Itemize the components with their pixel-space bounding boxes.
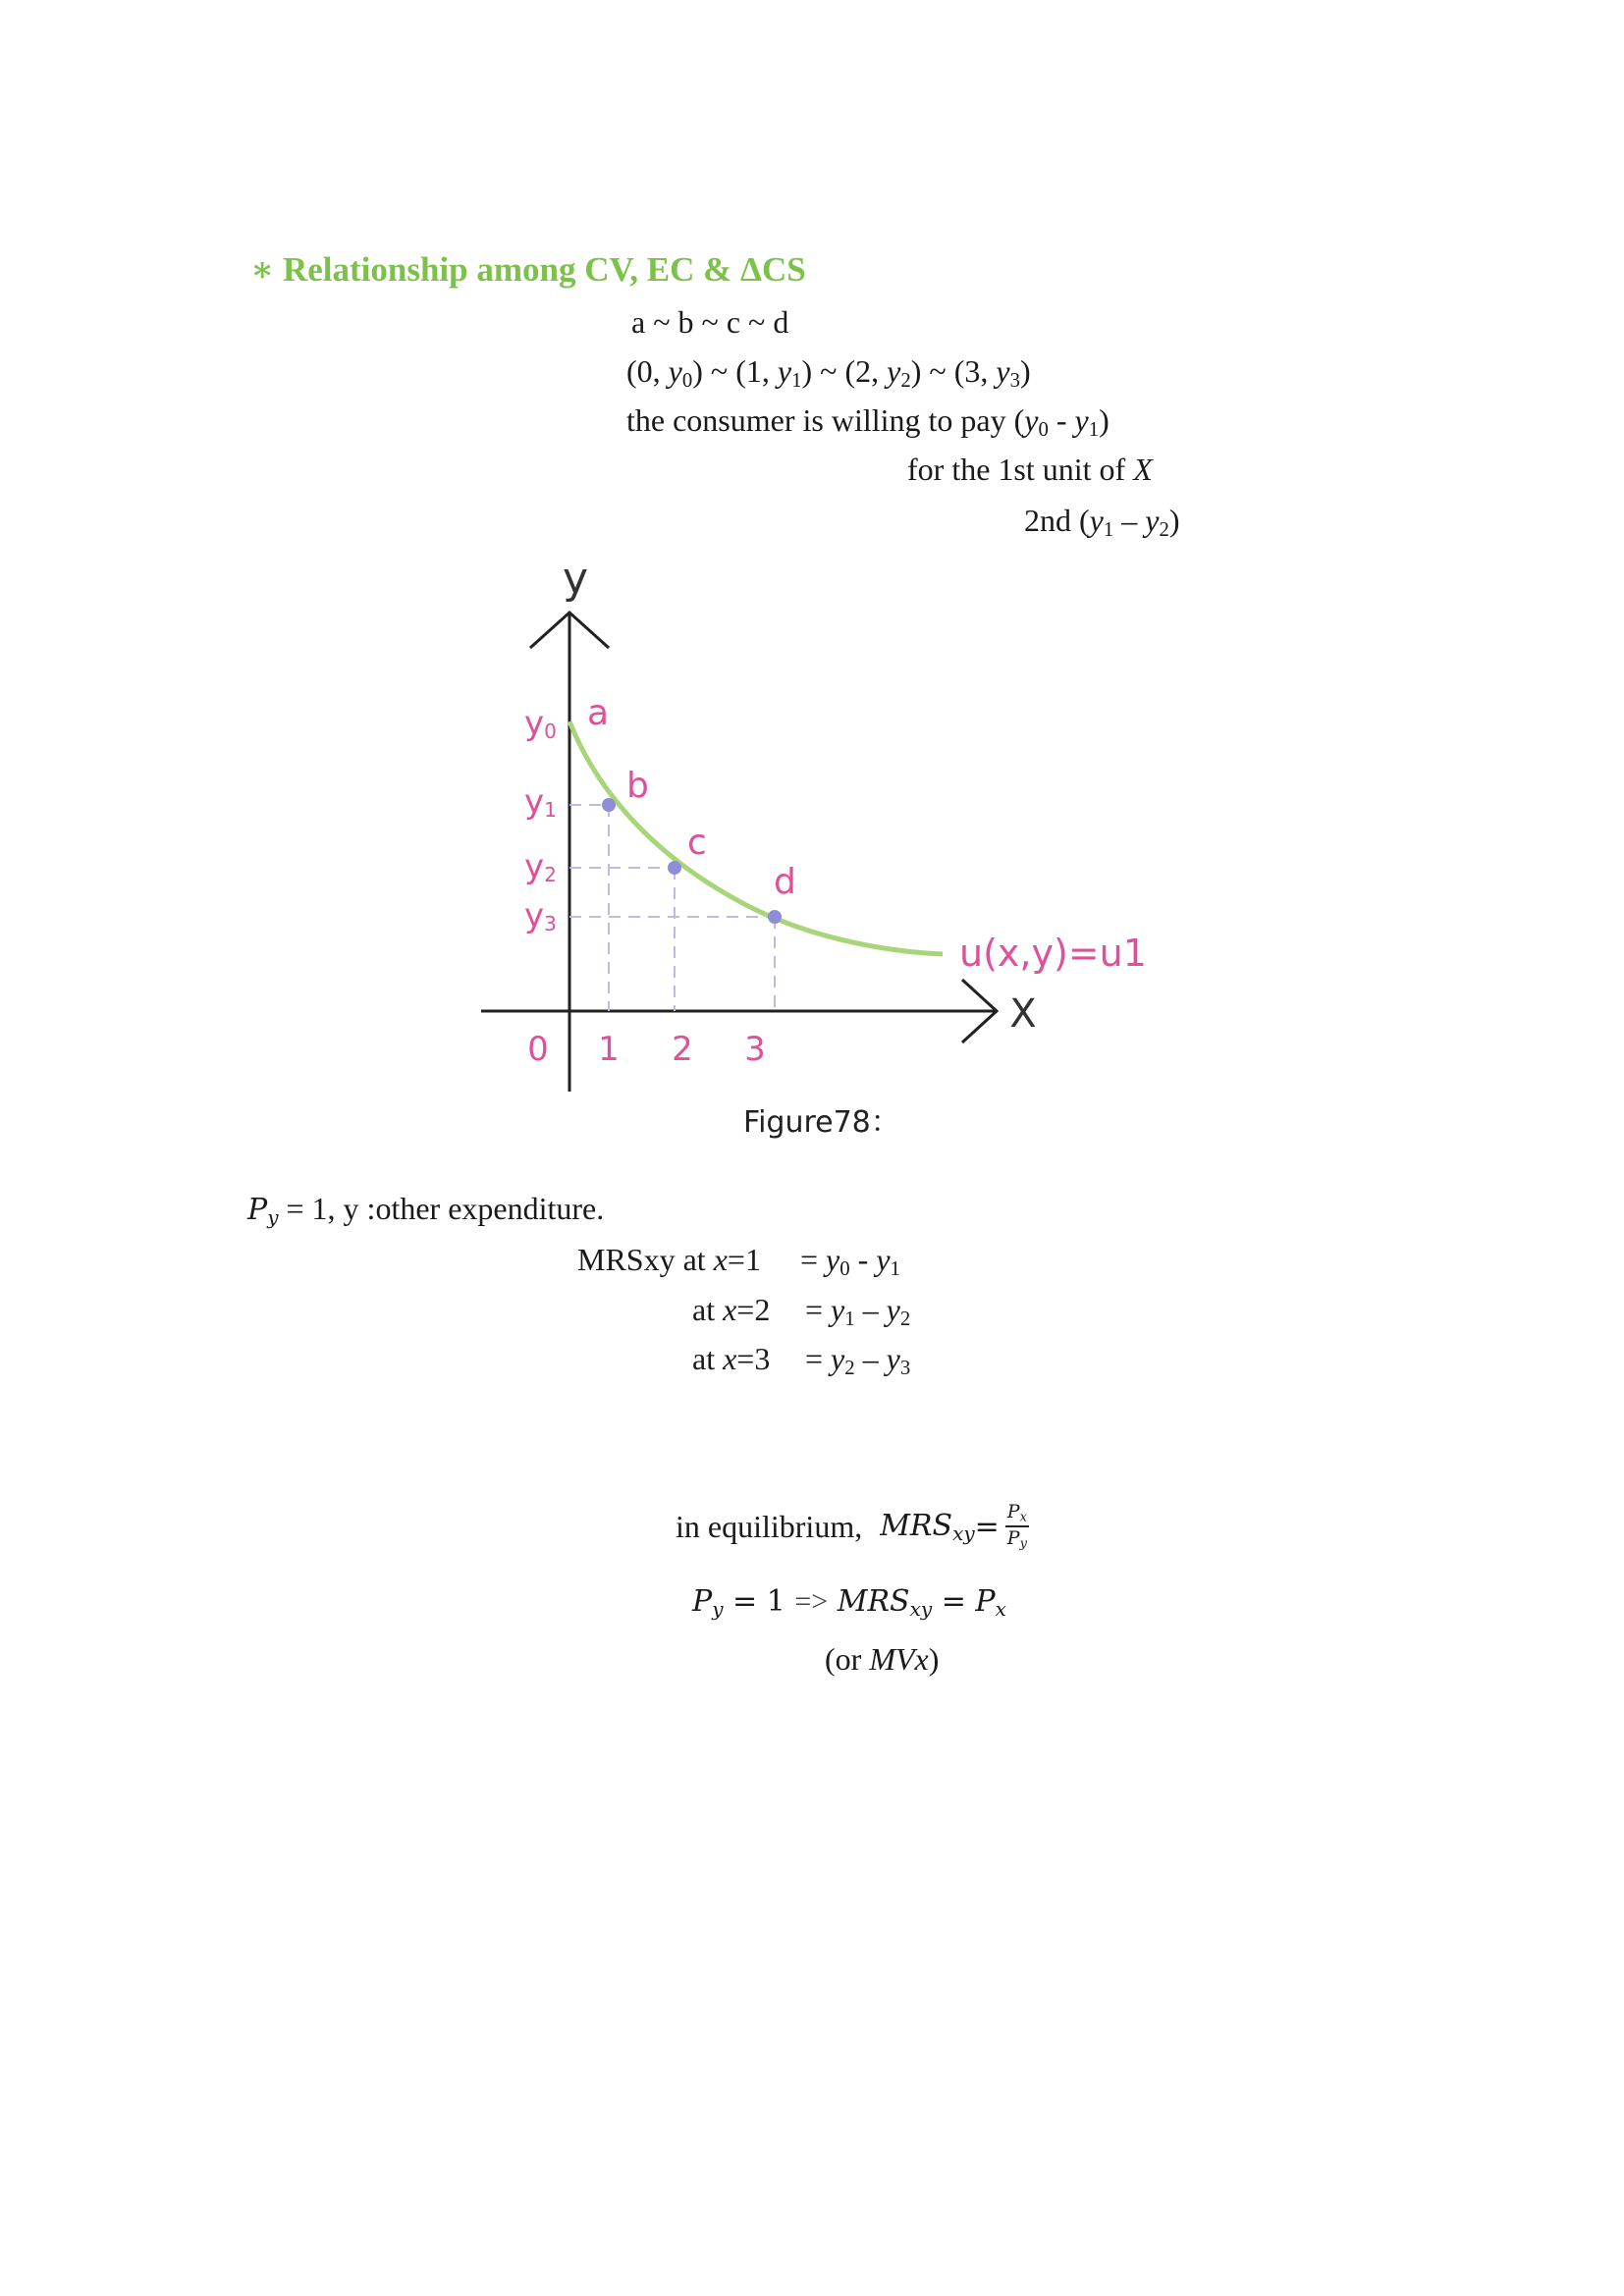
equilibrium-line: in equilibrium, $MRS_{xy}$ = $\frac{P_x}{P_y}$: [676, 1501, 1027, 1551]
y-tick-y1: y1: [524, 782, 557, 822]
x-tick-0: 0: [527, 1030, 549, 1069]
point-d: [768, 910, 782, 924]
point-label-c: c: [687, 823, 707, 863]
point-c: [668, 861, 681, 875]
point-label-a: a: [587, 693, 610, 733]
indifference-curve: [569, 721, 943, 954]
curve-label: u(x,y)=u1: [959, 932, 1147, 975]
point-b: [602, 798, 616, 812]
py-definition: $P_y = 1$, y :other expenditure.: [247, 1191, 605, 1229]
indifference-curve-figure: [452, 550, 1198, 1099]
x-tick-2: 2: [672, 1030, 693, 1069]
first-unit-line: for the 1st unit of X: [907, 452, 1153, 487]
x-tick-3: 3: [744, 1030, 766, 1069]
mrs-row-2: at x=2: [692, 1292, 771, 1327]
willing-to-pay-line: the consumer is willing to pay $(y_0 - y_1)$: [626, 402, 1110, 442]
x-tick-1: 1: [598, 1030, 620, 1069]
x-axis-label: X: [1009, 991, 1037, 1037]
y-axis-label: y: [562, 554, 589, 604]
mrs-row-2-rhs: = $y_1 - y_2$: [805, 1292, 911, 1331]
heading-text: Relationship among CV, EC & ΔCS: [282, 250, 806, 289]
star-icon: ∗: [250, 250, 275, 289]
mrs-row-1-rhs: = $y_0 - y_1$: [800, 1242, 900, 1281]
result-line: $P_y = 1 => MRS_{xy} = P_x$: [692, 1584, 1006, 1621]
sequence-coordinates: (0, $y_0$) ~ (1, $y_1$) ~ (2, $y_2$) ~ (3, $y_3$): [626, 353, 1031, 393]
mrs-row-1: MRSxy at x=1: [577, 1242, 761, 1277]
mrs-row-3-rhs: = $y_2 - y_3$: [805, 1341, 911, 1380]
equilibrium-prefix: in equilibrium,: [676, 1508, 863, 1544]
or-mvx-note: (or MVx): [825, 1641, 940, 1677]
figure-caption: Figure78：: [743, 1105, 900, 1140]
y-tick-y3: y3: [524, 896, 557, 935]
point-label-d: d: [774, 862, 796, 902]
x-tick-labels: [527, 1030, 766, 1069]
dashed-guides: [569, 805, 775, 1011]
mrs-row-3: at x=3: [692, 1341, 771, 1376]
y-tick-y2: y2: [524, 847, 557, 886]
second-unit-line: 2nd $(y_1 - y_2)$: [1024, 503, 1180, 542]
y-tick-y0: y0: [524, 704, 557, 743]
y-tick-labels: [524, 704, 557, 935]
point-label-b: b: [626, 766, 649, 806]
section-heading: [250, 249, 806, 290]
sequence-points: a ~ b ~ c ~ d: [631, 304, 789, 340]
price-ratio-fraction: $\frac{P_x}{P_y}$: [1006, 1501, 1027, 1551]
